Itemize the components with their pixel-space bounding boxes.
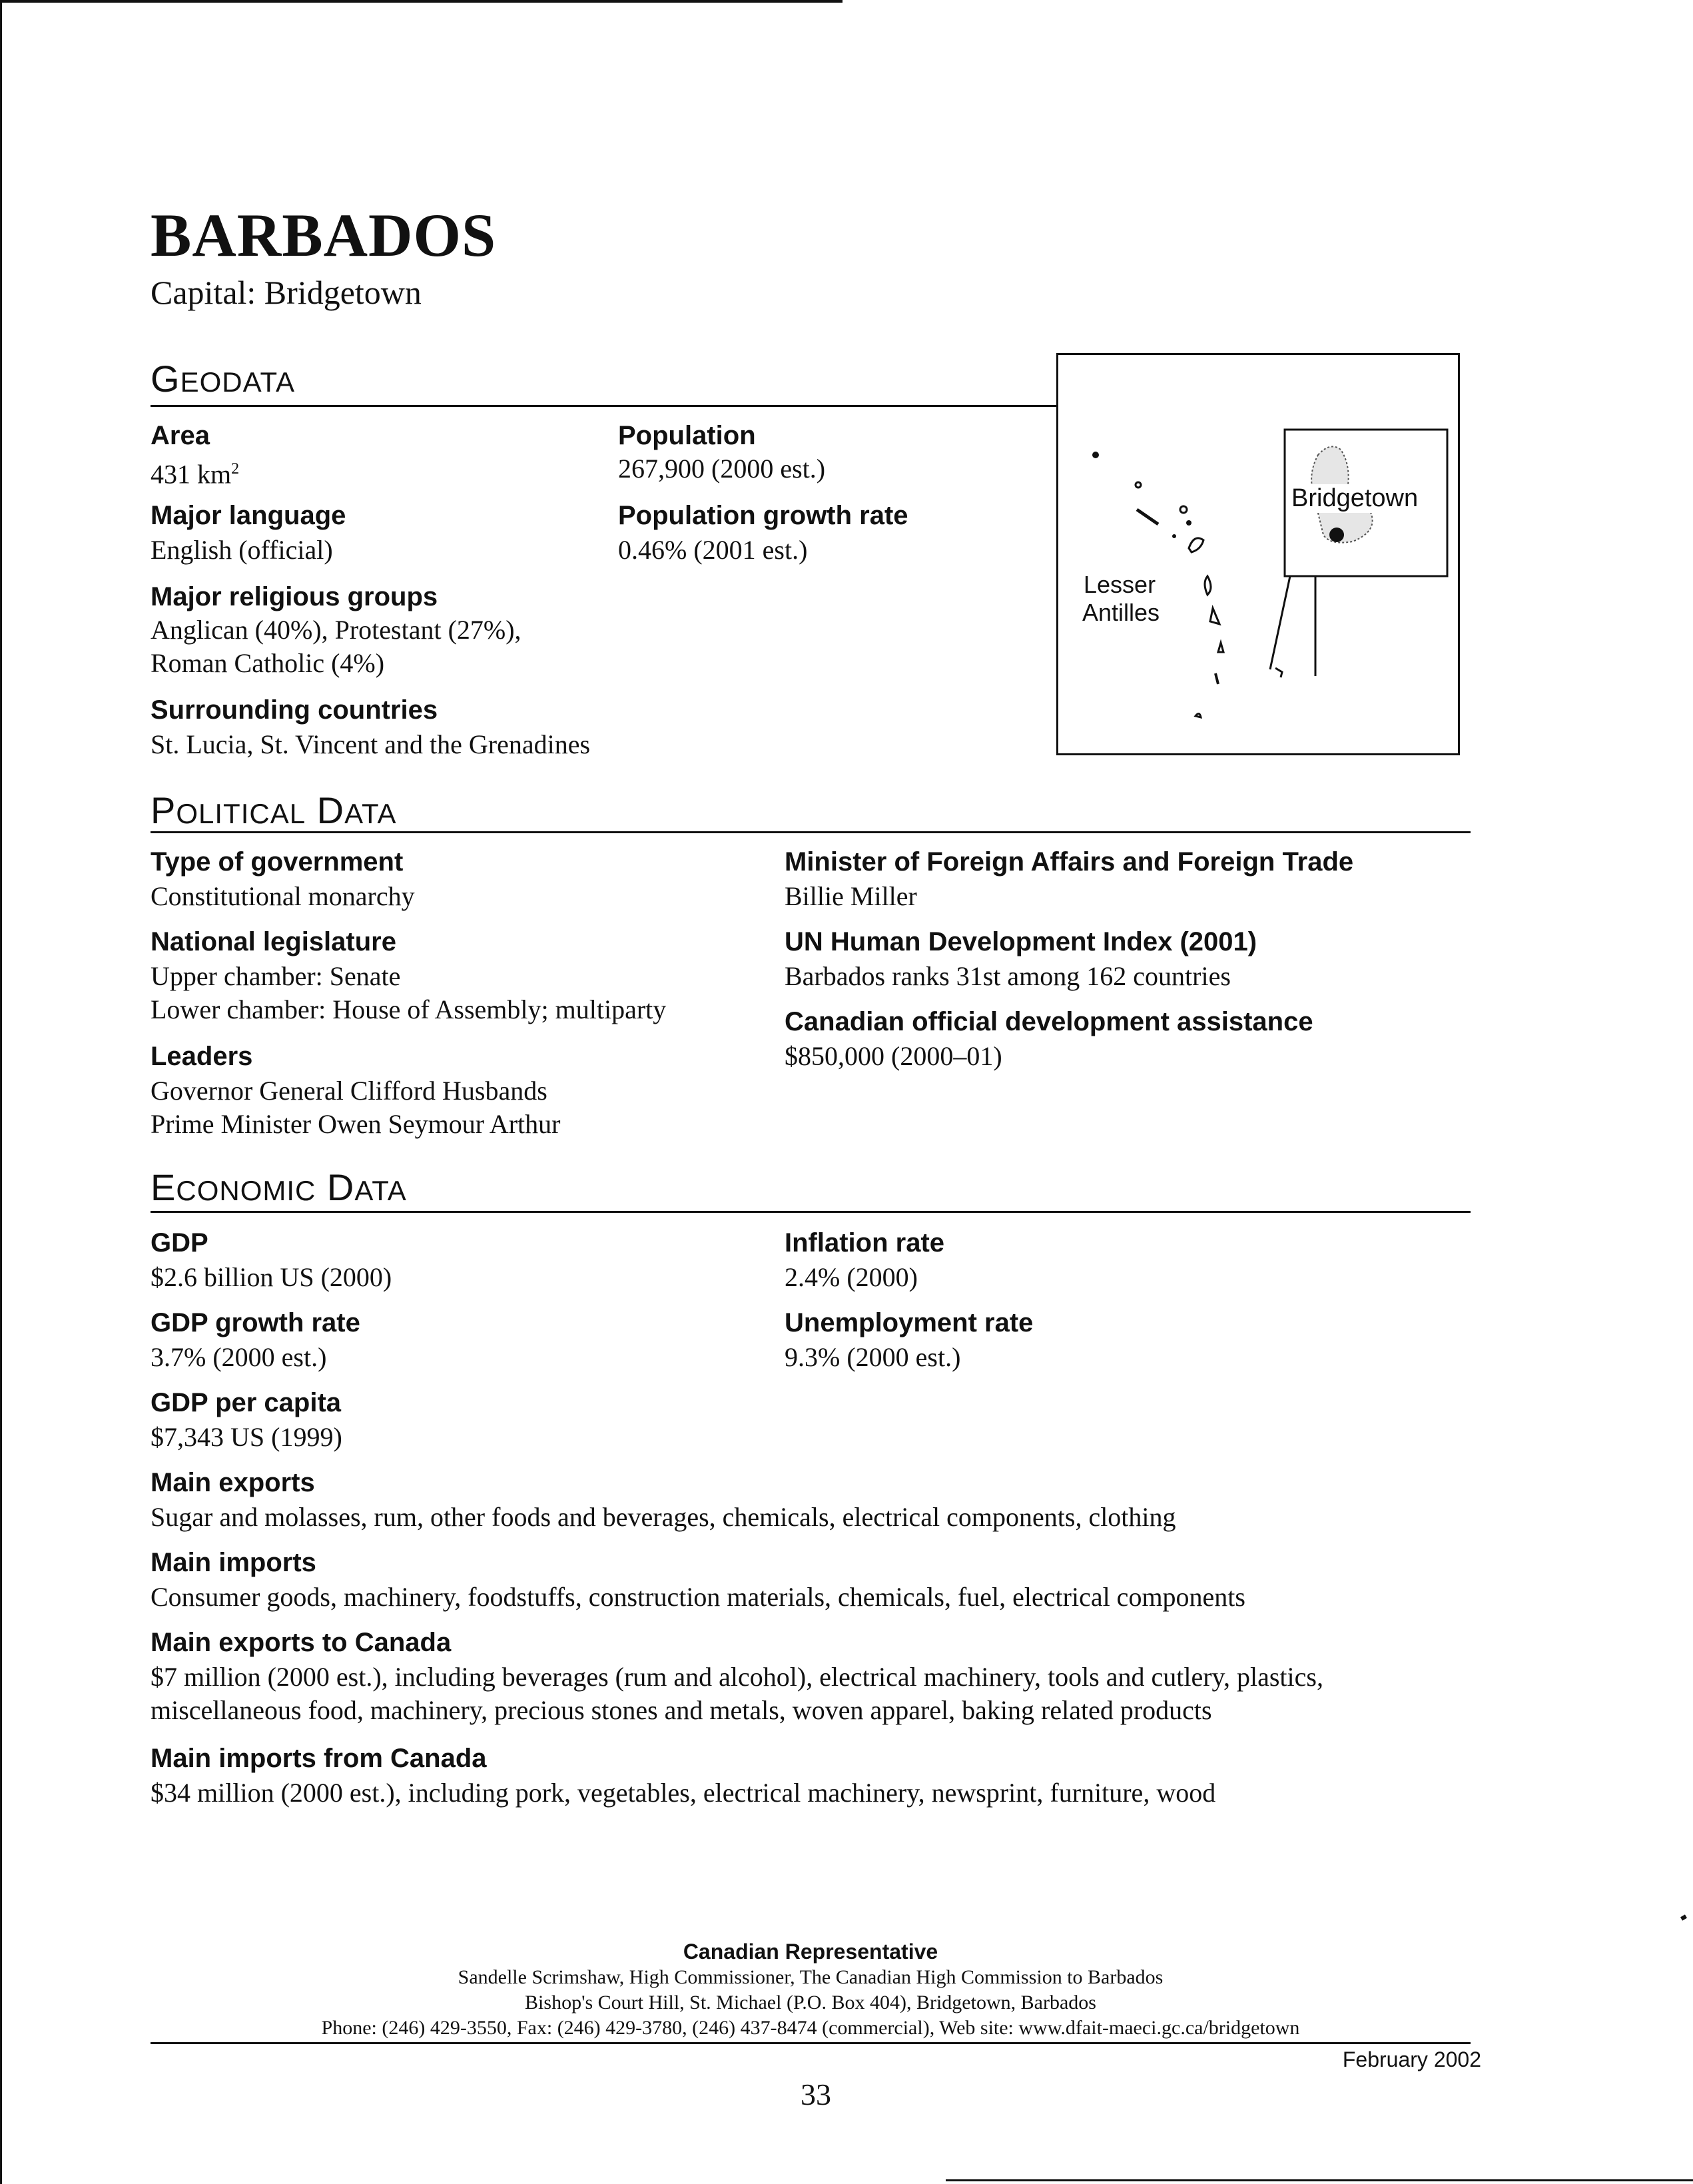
geodata-heading-initial: G <box>151 358 180 400</box>
map-island <box>1218 643 1223 652</box>
legislature-line-2: Lower chamber: House of Assembly; multiparty <box>151 994 667 1024</box>
bottom-border-line <box>946 2179 1693 2181</box>
map-island <box>1275 668 1282 677</box>
footer <box>151 1938 1471 2041</box>
gdp-label: GDP <box>151 1228 208 1258</box>
page-number: 33 <box>801 2077 831 2111</box>
language-label: Major language <box>151 501 346 530</box>
government-label: Type of government <box>151 847 404 877</box>
legislature-line-1: Upper chamber: Senate <box>151 961 401 991</box>
locator-map <box>1056 353 1460 755</box>
map-island <box>1205 576 1211 595</box>
political-heading <box>151 789 397 832</box>
minister-value: Billie Miller <box>785 881 917 911</box>
map-island <box>1180 506 1187 513</box>
economic-heading-rest-2: ATA <box>354 1175 407 1206</box>
exports-canada-label: Main exports to Canada <box>151 1628 452 1657</box>
leaders-label: Leaders <box>151 1042 253 1071</box>
map-island <box>1137 510 1158 524</box>
religion-label: Major religious groups <box>151 582 438 611</box>
map-island <box>1136 482 1141 488</box>
area-superscript: 2 <box>231 460 240 478</box>
imports-canada-value: $34 million (2000 est.), including pork, vegetables, electrical machinery, newsprint, furniture, wood <box>151 1778 1216 1808</box>
economic-heading-initial-1: E <box>151 1166 176 1208</box>
geodata-rule <box>151 405 1056 407</box>
footer-line-3: Phone: (246) 429-3550, Fax: (246) 429-3780, (246) 437-8474 (commercial), Web site: www.dfait-maeci.gc.ca/bridgetown <box>321 2017 1300 2039</box>
political-heading-rest-2: ATA <box>344 798 397 829</box>
gdp-growth-label: GDP growth rate <box>151 1308 360 1337</box>
political-heading-initial-2: D <box>316 789 345 831</box>
capital-subtitle: Capital: Bridgetown <box>151 274 422 311</box>
oda-label: Canadian official development assistance <box>785 1007 1313 1036</box>
political-heading-rest-1: OLITICAL <box>176 798 306 829</box>
economic-rule <box>151 1211 1471 1213</box>
exports-canada-line-2: miscellaneous food, machinery, precious stones and metals, woven apparel, baking related products <box>151 1695 1212 1725</box>
oda-value: $850,000 (2000–01) <box>785 1041 1002 1071</box>
hdi-label: UN Human Development Index (2001) <box>785 927 1257 956</box>
imports-label: Main imports <box>151 1548 316 1577</box>
surrounding-value: St. Lucia, St. Vincent and the Grenadines <box>151 729 591 759</box>
map-island <box>1195 713 1201 717</box>
map-leader-line <box>1270 576 1290 669</box>
hdi-value: Barbados ranks 31st among 162 countries <box>785 961 1231 991</box>
left-border-line <box>0 0 2 2184</box>
religion-line-1: Anglican (40%), Protestant (27%), <box>151 615 521 645</box>
exports-label: Main exports <box>151 1468 315 1497</box>
leaders-line-1: Governor General Clifford Husbands <box>151 1076 547 1106</box>
map-island <box>1092 452 1099 458</box>
gdp-growth-value: 3.7% (2000 est.) <box>151 1342 327 1372</box>
map-island <box>1215 673 1218 684</box>
inflation-label: Inflation rate <box>785 1228 945 1258</box>
population-value: 267,900 (2000 est.) <box>618 454 826 484</box>
map-island <box>1172 534 1176 538</box>
map-island <box>1189 538 1203 552</box>
surrounding-label: Surrounding countries <box>151 695 438 725</box>
growth-label: Population growth rate <box>618 501 908 530</box>
gdp-capita-value: $7,343 US (1999) <box>151 1422 342 1452</box>
locator-map-svg <box>1058 355 1458 753</box>
unemployment-value: 9.3% (2000 est.) <box>785 1342 961 1372</box>
footer-line-2: Bishop's Court Hill, St. Michael (P.O. Box 404), Bridgetown, Barbados <box>525 1992 1096 2013</box>
government-value: Constitutional monarchy <box>151 881 415 911</box>
religion-line-2: Roman Catholic (4%) <box>151 648 385 678</box>
exports-value: Sugar and molasses, rum, other foods and beverages, chemicals, electrical components, clothing <box>151 1502 1176 1532</box>
scan-mark <box>1680 1914 1687 1920</box>
country-title: BARBADOS <box>151 201 497 269</box>
political-heading-initial-1: P <box>151 789 176 831</box>
imports-canada-label: Main imports from Canada <box>151 1744 487 1773</box>
legislature-label: National legislature <box>151 927 396 956</box>
geodata-heading <box>151 357 295 400</box>
economic-heading <box>151 1166 407 1209</box>
gdp-value: $2.6 billion US (2000) <box>151 1262 392 1292</box>
area-number: 431 km <box>151 459 232 490</box>
minister-label: Minister of Foreign Affairs and Foreign Trade <box>785 847 1354 877</box>
map-capital-label: Bridgetown <box>1291 484 1419 512</box>
political-rule <box>151 831 1471 833</box>
map-region-label-line-2: Antilles <box>1082 599 1160 626</box>
unemployment-label: Unemployment rate <box>785 1308 1034 1337</box>
geodata-heading-rest: EODATA <box>180 366 296 398</box>
exports-canada-line-1: $7 million (2000 est.), including beverages (rum and alcohol), electrical machinery, tools and cutlery, plastics, <box>151 1662 1323 1692</box>
footer-line-1: Sandelle Scrimshaw, High Commissioner, The Canadian High Commission to Barbados <box>458 1966 1164 1988</box>
area-value <box>151 452 239 492</box>
area-label: Area <box>151 421 210 450</box>
leaders-line-2: Prime Minister Owen Seymour Arthur <box>151 1109 561 1139</box>
map-island <box>1210 608 1219 624</box>
map-bridgetown-dot <box>1329 528 1344 542</box>
language-value: English (official) <box>151 535 333 565</box>
growth-value: 0.46% (2001 est.) <box>618 535 808 565</box>
population-label: Population <box>618 421 756 450</box>
top-border-line <box>0 0 843 3</box>
map-island <box>1186 520 1191 526</box>
economic-heading-initial-2: D <box>326 1166 355 1208</box>
economic-heading-rest-1: CONOMIC <box>176 1175 316 1206</box>
footer-date: February 2002 <box>1342 2047 1481 2071</box>
footer-rule <box>151 2042 1471 2044</box>
inflation-value: 2.4% (2000) <box>785 1262 918 1292</box>
map-region-label-line-1: Lesser <box>1084 571 1156 598</box>
gdp-capita-label: GDP per capita <box>151 1388 342 1417</box>
imports-value: Consumer goods, machinery, foodstuffs, construction materials, chemicals, fuel, electrical components <box>151 1582 1245 1612</box>
footer-title: Canadian Representative <box>683 1940 938 1964</box>
